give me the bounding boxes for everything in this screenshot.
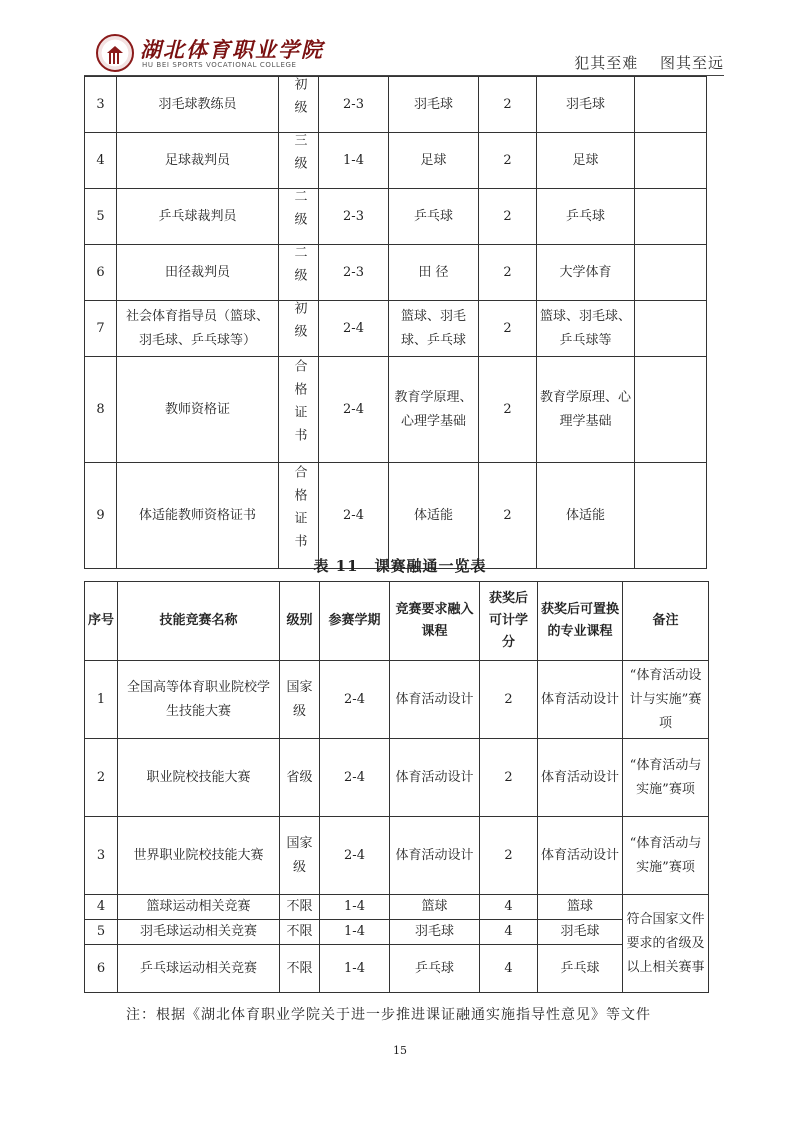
header-term: 参赛学期 bbox=[320, 582, 390, 661]
remark bbox=[635, 77, 707, 133]
table-header-row bbox=[85, 582, 709, 661]
certificate-level-text: 合格证书 bbox=[291, 465, 307, 557]
table-row bbox=[85, 133, 707, 189]
course: 乒乓球 bbox=[390, 945, 480, 993]
replaceable-course: 篮球 bbox=[538, 895, 623, 920]
course: 体育活动设计 bbox=[390, 817, 480, 895]
competition-name: 全国高等体育职业院校学生技能大赛 bbox=[118, 661, 280, 739]
competition-name: 职业院校技能大赛 bbox=[118, 739, 280, 817]
footnote: 注：根据《湖北体育职业学院关于进一步推进课证融通实施指导性意见》等文件 bbox=[126, 1007, 651, 1023]
course: 体育活动设计 bbox=[390, 739, 480, 817]
replaceable-course: 体育活动设计 bbox=[538, 817, 623, 895]
credit: 2 bbox=[480, 661, 538, 739]
certificate-level bbox=[279, 189, 319, 245]
row-number: 4 bbox=[85, 895, 118, 920]
term: 1-4 bbox=[319, 133, 389, 189]
remark: “体育活动与实施”赛项 bbox=[623, 817, 709, 895]
certificate-name: 足球裁判员 bbox=[117, 133, 279, 189]
certificate-level bbox=[279, 133, 319, 189]
replaceable-course: 乒乓球 bbox=[538, 945, 623, 993]
replaceable-course: 教育学原理、心理学基础 bbox=[537, 357, 635, 463]
course: 田 径 bbox=[389, 245, 479, 301]
header-name: 技能竞赛名称 bbox=[118, 582, 280, 661]
certificate-level bbox=[279, 357, 319, 463]
certificate-name: 社会体育指导员（篮球、羽毛球、乒乓球等） bbox=[117, 301, 279, 357]
table-row bbox=[85, 189, 707, 245]
competition-level: 不限 bbox=[280, 945, 320, 993]
remark bbox=[635, 189, 707, 245]
competition-table bbox=[84, 581, 709, 993]
competition-name: 篮球运动相关竞赛 bbox=[118, 895, 280, 920]
term: 1-4 bbox=[320, 920, 390, 945]
table-row bbox=[85, 77, 707, 133]
course: 教育学原理、心理学基础 bbox=[389, 357, 479, 463]
credit: 2 bbox=[479, 189, 537, 245]
row-number: 4 bbox=[85, 133, 117, 189]
replaceable-course: 体育活动设计 bbox=[538, 739, 623, 817]
certificate-level bbox=[279, 301, 319, 357]
page-header bbox=[84, 30, 724, 76]
replaceable-course: 体育活动设计 bbox=[538, 661, 623, 739]
table-row bbox=[85, 945, 709, 993]
certificate-level bbox=[279, 463, 319, 569]
certificate-name: 田径裁判员 bbox=[117, 245, 279, 301]
course: 羽毛球 bbox=[390, 920, 480, 945]
credit: 2 bbox=[479, 77, 537, 133]
certificate-name: 教师资格证 bbox=[117, 357, 279, 463]
certificate-level-text: 初级 bbox=[291, 77, 307, 123]
remark bbox=[635, 301, 707, 357]
merged-remark: 符合国家文件要求的省级及以上相关赛事 bbox=[623, 895, 709, 993]
row-number: 5 bbox=[85, 189, 117, 245]
certificate-level bbox=[279, 245, 319, 301]
term: 1-4 bbox=[320, 895, 390, 920]
term: 2-3 bbox=[319, 77, 389, 133]
course: 足球 bbox=[389, 133, 479, 189]
table-row bbox=[85, 920, 709, 945]
row-number: 7 bbox=[85, 301, 117, 357]
course: 体育活动设计 bbox=[390, 661, 480, 739]
term: 2-4 bbox=[319, 463, 389, 569]
replaceable-course: 篮球、羽毛球、乒乓球等 bbox=[537, 301, 635, 357]
table-row bbox=[85, 357, 707, 463]
header-note: 备注 bbox=[623, 582, 709, 661]
certificate-name: 乒乓球裁判员 bbox=[117, 189, 279, 245]
row-number: 6 bbox=[85, 945, 118, 993]
competition-level: 国家级 bbox=[280, 817, 320, 895]
row-number: 5 bbox=[85, 920, 118, 945]
course: 体适能 bbox=[389, 463, 479, 569]
remark: “体育活动设计与实施”赛项 bbox=[623, 661, 709, 739]
row-number: 3 bbox=[85, 77, 117, 133]
course: 乒乓球 bbox=[389, 189, 479, 245]
term: 2-4 bbox=[319, 357, 389, 463]
table-row bbox=[85, 895, 709, 920]
certificate-name: 体适能教师资格证书 bbox=[117, 463, 279, 569]
row-number: 2 bbox=[85, 739, 118, 817]
remark: “体育活动与实施”赛项 bbox=[623, 739, 709, 817]
header-replace: 获奖后可置换的专业课程 bbox=[538, 582, 623, 661]
header-course: 竞赛要求融入课程 bbox=[390, 582, 480, 661]
row-number: 6 bbox=[85, 245, 117, 301]
college-name-cn: 湖北体育职业学院 bbox=[140, 37, 324, 62]
competition-level: 不限 bbox=[280, 895, 320, 920]
competition-level: 国家级 bbox=[280, 661, 320, 739]
table-row bbox=[85, 661, 709, 739]
credit: 2 bbox=[479, 133, 537, 189]
header-motto bbox=[574, 52, 724, 73]
credit: 2 bbox=[480, 739, 538, 817]
certificate-level-text: 二级 bbox=[291, 189, 307, 235]
certificate-level-text: 合格证书 bbox=[291, 359, 307, 451]
certificate-table bbox=[84, 76, 707, 569]
credit: 4 bbox=[480, 920, 538, 945]
row-number: 1 bbox=[85, 661, 118, 739]
term: 1-4 bbox=[320, 945, 390, 993]
certificate-level-text: 二级 bbox=[291, 245, 307, 291]
remark bbox=[635, 133, 707, 189]
page-number: 15 bbox=[393, 1044, 407, 1057]
credit: 2 bbox=[480, 817, 538, 895]
row-number: 8 bbox=[85, 357, 117, 463]
course: 篮球 bbox=[390, 895, 480, 920]
replaceable-course: 羽毛球 bbox=[538, 920, 623, 945]
college-name-en: HU BEI SPORTS VOCATIONAL COLLEGE bbox=[142, 61, 297, 69]
motto-part-1: 犯其至难 bbox=[574, 54, 639, 72]
credit: 2 bbox=[479, 357, 537, 463]
remark bbox=[635, 245, 707, 301]
motto-part-2: 图其至远 bbox=[659, 54, 724, 72]
table-row bbox=[85, 245, 707, 301]
replaceable-course: 大学体育 bbox=[537, 245, 635, 301]
certificate-level-text: 三级 bbox=[291, 133, 307, 179]
term: 2-4 bbox=[319, 301, 389, 357]
table-caption: 表 11 课赛融通一览表 bbox=[313, 557, 487, 575]
certificate-level bbox=[279, 77, 319, 133]
term: 2-4 bbox=[320, 739, 390, 817]
competition-level: 省级 bbox=[280, 739, 320, 817]
table-row bbox=[85, 301, 707, 357]
header-no: 序号 bbox=[85, 582, 118, 661]
term: 2-3 bbox=[319, 245, 389, 301]
remark bbox=[635, 357, 707, 463]
replaceable-course: 乒乓球 bbox=[537, 189, 635, 245]
credit: 4 bbox=[480, 945, 538, 993]
table-row bbox=[85, 739, 709, 817]
certificate-level-text: 初级 bbox=[291, 301, 307, 347]
credit: 2 bbox=[479, 301, 537, 357]
table-row bbox=[85, 817, 709, 895]
term: 2-4 bbox=[320, 661, 390, 739]
course: 篮球、羽毛球、乒乓球 bbox=[389, 301, 479, 357]
competition-name: 乒乓球运动相关竞赛 bbox=[118, 945, 280, 993]
competition-name: 羽毛球运动相关竞赛 bbox=[118, 920, 280, 945]
competition-name: 世界职业院校技能大赛 bbox=[118, 817, 280, 895]
term: 2-4 bbox=[320, 817, 390, 895]
table-row bbox=[85, 463, 707, 569]
replaceable-course: 羽毛球 bbox=[537, 77, 635, 133]
competition-level: 不限 bbox=[280, 920, 320, 945]
row-number: 9 bbox=[85, 463, 117, 569]
remark bbox=[635, 463, 707, 569]
college-logo-icon bbox=[96, 34, 134, 72]
credit: 2 bbox=[479, 463, 537, 569]
course: 羽毛球 bbox=[389, 77, 479, 133]
replaceable-course: 体适能 bbox=[537, 463, 635, 569]
term: 2-3 bbox=[319, 189, 389, 245]
row-number: 3 bbox=[85, 817, 118, 895]
header-credit: 获奖后可计学分 bbox=[480, 582, 538, 661]
credit: 2 bbox=[479, 245, 537, 301]
header-level: 级别 bbox=[280, 582, 320, 661]
certificate-name: 羽毛球教练员 bbox=[117, 77, 279, 133]
credit: 4 bbox=[480, 895, 538, 920]
replaceable-course: 足球 bbox=[537, 133, 635, 189]
